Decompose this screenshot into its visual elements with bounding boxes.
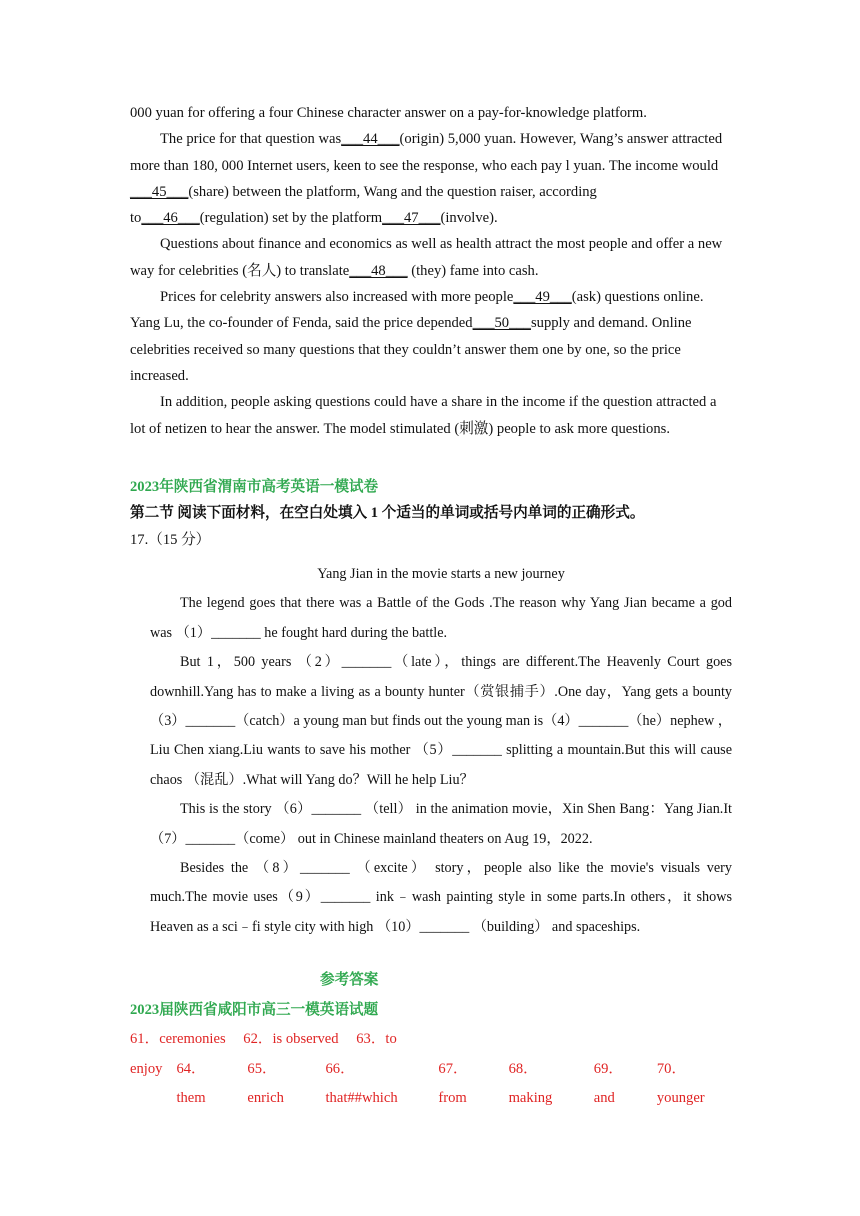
blank-50: ___50___: [472, 315, 531, 332]
text: (they) fame into cash.: [407, 262, 539, 279]
paragraph-4: [130, 284, 732, 389]
section-2-header: [130, 474, 732, 553]
paragraph-3: [130, 231, 732, 284]
answers-heading: 参考答案: [320, 972, 379, 988]
text: The price for that question was: [160, 131, 342, 148]
answer-item: 64．them: [176, 1060, 206, 1107]
instruction: 第二节 阅读下面材料，在空白处填入 1 个适当的单词或括号内单词的正确形式。: [130, 505, 645, 522]
passage-line: 000 yuan for offering a four Chinese character answer on a pay-for-knowledge platform.: [130, 105, 647, 121]
passage-paragraph: Besides the （8）_______ （excite） story，people also like the movie's visuals very much.The movie uses（9）_______ ink﹣wash painting style in some parts.In others，it shows Heaven as a sci﹣fi style city with high （10）_______ （building） and spaceships.: [150, 860, 732, 935]
answer-item: 70．younger: [656, 1060, 705, 1107]
answer-item: 65．enrich: [247, 1060, 284, 1107]
answer-item: 61．ceremonies: [130, 1031, 226, 1048]
answer-item: 69．and: [593, 1060, 623, 1107]
answers-source: 2023届陕西省咸阳市高三一模英语试题: [130, 1001, 379, 1018]
blank-45: ___45___: [130, 183, 189, 200]
blank-48: ___48___: [349, 262, 408, 279]
text: (ask) questions online. Yang Lu, the co-founder of Fenda, said the price depended: [130, 289, 704, 332]
exam-source: 2023年陕西省渭南市高考英语一模试卷: [130, 479, 379, 495]
answer-item: 62．is observed: [243, 1031, 339, 1048]
answer-item: 67．from: [438, 1060, 468, 1107]
blank-44: ___44___: [341, 131, 400, 148]
question-number: 17.（15 分）: [130, 531, 211, 548]
answer-line-2: [130, 1055, 732, 1114]
text: (regulation) set by the platform: [199, 210, 383, 227]
passage-paragraph: The legend goes that there was a Battle of the Gods .The reason why Yang Jian became a god was （1）_______ he fought hard during the battle.: [150, 595, 732, 641]
passage-1: [130, 100, 732, 442]
blank-46: ___46___: [141, 210, 200, 227]
answer-item: enjoy: [130, 1060, 163, 1077]
paragraph-2: [130, 126, 732, 231]
text: (involve).: [440, 210, 498, 227]
text: (share) between the platform, Wang and the question raiser, according to: [130, 183, 597, 227]
text: supply and demand. Online celebrities received so many questions that they couldn’t answer them one by one, so the price increased.: [130, 315, 692, 384]
passage-paragraph: This is the story （6）_______ （tell） in the animation movie，Xin Shen Bang：Yang Jian.It （7）_______（come） out in Chinese mainland theaters on Aug 19，2022.: [150, 801, 732, 847]
answer-item: 68．making: [508, 1060, 553, 1107]
paragraph-5: In addition, people asking questions could have a share in the income if the question attracted a lot of netizen to hear the answer. The model stimulated (刺激) people to ask more questions.: [130, 394, 717, 437]
section-2-passage: [150, 560, 732, 942]
text: (origin) 5,000 yuan. However, Wang’s answer attracted more than 180, 000 Internet users, keen to see the response, who each pay l yuan. The income would: [130, 131, 723, 174]
blank-49: ___49___: [513, 289, 572, 306]
answer-item: 66．that##which: [325, 1060, 398, 1107]
passage-title: Yang Jian in the movie starts a new journey: [317, 566, 565, 582]
answers-section: [130, 966, 732, 1114]
text: Prices for celebrity answers also increased with more people: [160, 289, 514, 306]
answer-item: 63．to: [356, 1031, 397, 1048]
blank-47: ___47___: [382, 210, 441, 227]
answer-line-1: [130, 1025, 732, 1055]
text: Questions about finance and economics as well as health attract the most people and offer a new way for celebrities (名人) to translate: [130, 236, 723, 279]
passage-paragraph: But 1，500 years （2）_______（late），things are different.The Heavenly Court goes downhill.Yang has to make a living as a bounty hunter（赏银捕手）.One day，Yang gets a bounty（3）_______（catch）a young man but finds out the young man is（4）_______（he）nephew ，Liu Chen xiang.Liu wants to save his mother （5）_______ splitting a mountain.But this will cause chaos （混乱）.What will Yang do？Will he help Liu？: [150, 654, 732, 788]
